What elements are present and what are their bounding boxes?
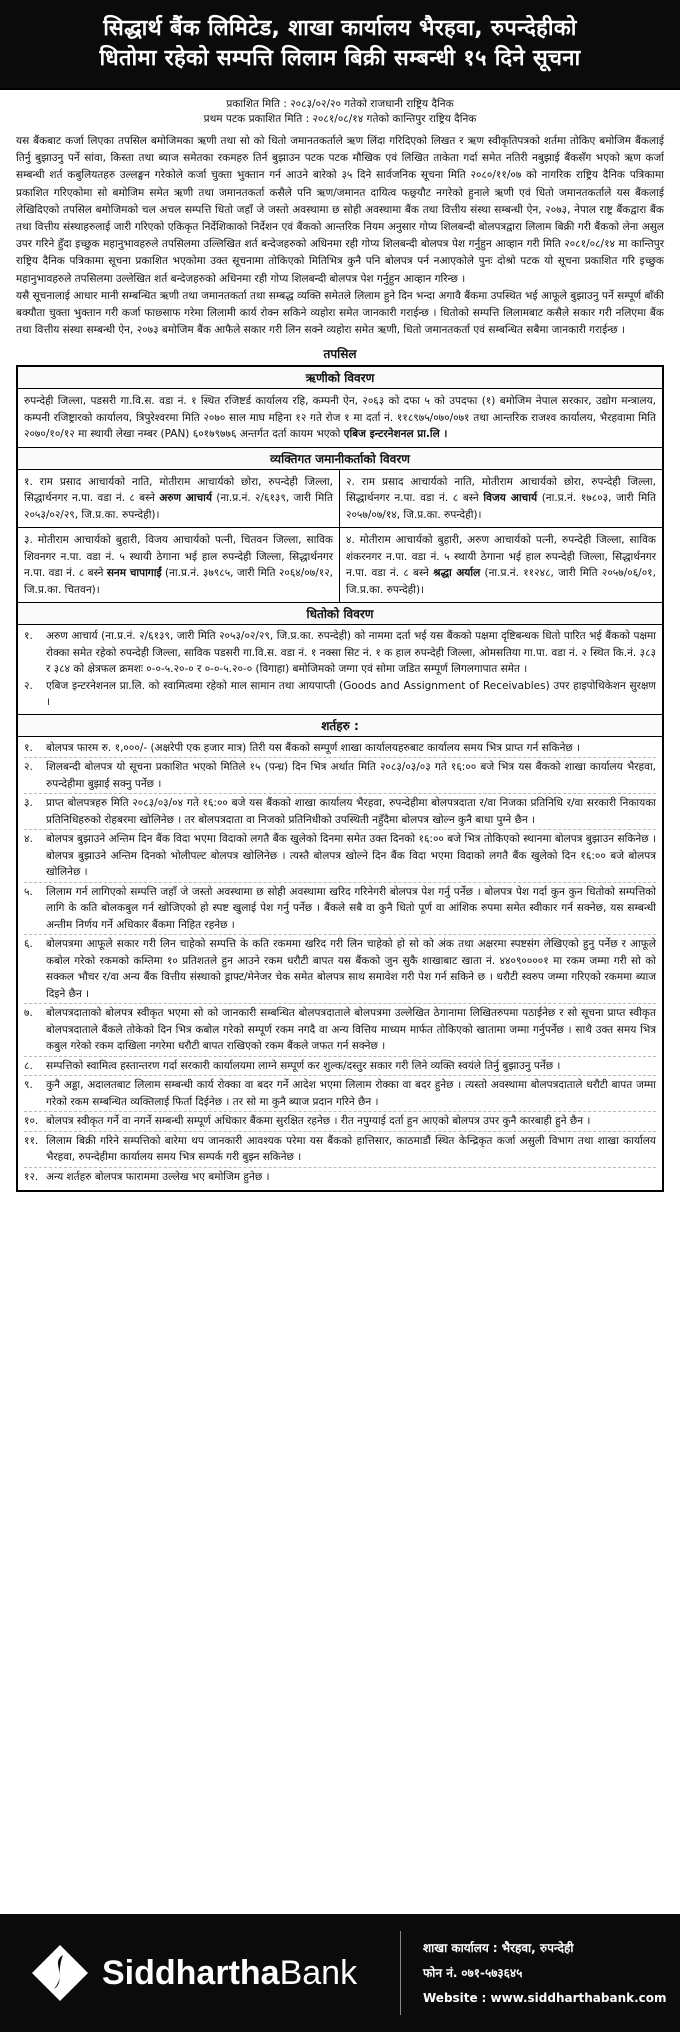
website-line: [423, 1986, 667, 2011]
schedule-box: [16, 365, 664, 1192]
guarantor-item: [340, 528, 662, 602]
bank-wordmark: [102, 1954, 357, 1993]
term-number: ७.: [24, 1007, 33, 1020]
intro-paragraph-1: यस बैंकबाट कर्जा लिएका तपसिल बमोजिमका ऋणी तथा सो को धितो जमानतकर्ताले ऋण लिंदा गरिदिएको लिखत र ऋण स्वीकृतिपत्रको शर्तमा तोकिए बमोजिम बैंकलाई तिर्नु बुझाउनु पर्ने सांवा, किस्ता तथा ब्याज समेतका रकमहरु तिर्न बुझाउन पटक पटक मौखिक एवं लिखित ताकेता गर्दा समेत नतिरी नबुझाई बैंकसँग भएको ऋण कर्जा सम्बन्धी शर्त कबुलियतहरु उल्लङ्घन गरेकोले कर्जा चुक्ता भुक्तान गर्न आउने बारेको ३५ दिने सार्वजनिक सूचना मिति २०८०/११/०७ को नागरिक राष्ट्रिय दैनिक पत्रिकामा प्रकाशित गरिएकोमा सो बमोजिम समेत ऋणी तथा जमानतकर्ता कसैले पनि ऋण/जमानत दायित्व फछ्र्यौट नगरेको हुनाले ऋणी एवं धितो जमानतकर्ताले यस बैंकलाई लेखिदिएको तपसिल बमोजिमको चल अचल सम्पत्ति धितो जहाँ जे जस्तो अवस्थामा छ सोही अवस्थामा बैंक तथा वित्तीय संस्था सम्बन्धी ऐन, २०७३, नेपाल राष्ट्र बैंकद्वारा बैंक तथा वित्तीय संस्थाहरुलाई जारी गरिएको एकिकृत निर्देशिकाको निर्देशन एवं बैंकको आन्तरिक नियम अनुसार गोप्य शिलबन्दी बोलपत्रद्वारा लिलाम बिक्री गरी बैंकको लेना असुल उपर गरिने हुँदा इच्छुक महानुभावहरुले तपसिलमा उल्लिखित शर्त बन्देजहरुको अधिनमा रही गोप्य शिलबन्दी बोलपत्र पेश गर्नुहुन आव्हान गरी मिति २०८१/०८/१४ मा कान्तिपुर राष्ट्रिय दैनिक पत्रिकामा सूचना प्रकाशित भएकोमा उक्त सूचनामा तोकिएको मितिभित्र कुनै पनि बोलपत्र पर्न नआएकोले पुनः दोश्रो पटक यो सूचना प्रकाशित गरि इच्छुक महानुभावहरुले तपसिलमा उल्लेखित शर्त बन्देजहरुको अधिनमा रही गोप्य शिलबन्दी बोलपत्र पेश गर्नुहुन आव्हान गरिन्छ ।: [16, 135, 664, 285]
term-item: [24, 1005, 656, 1057]
borrower-description: रुपन्देही जिल्ला, पडसरी गा.वि.स. वडा नं. १ स्थित रजिष्टर्ड कार्यालय रहि, कम्पनी ऐन, २०६३ को दफा ५ को उपदफा (१) बमोजिम नेपाल सरकार, उद्योग मन्त्रालय, कम्पनी रजिष्ट्रारको कार्यालय, त्रिपुरेश्वरमा मिति २०७० साल माघ महिना १२ गते रोज १ मा दर्ता नं. ११८९७५/०७०/०७१ तथा आन्तरिक राजश्व कार्यालय, भैरहवामा मिति २०७०/१०/१२ मा स्थायी लेखा नम्बर (PAN) ६०१७९७७६ अन्तर्गत दर्ता कायम भएको: [24, 395, 656, 441]
notice-header: [0, 0, 680, 90]
terms-section-title: शर्तहरु :: [18, 715, 662, 737]
term-item: [24, 831, 656, 883]
terms-list: [18, 737, 662, 1191]
guarantor-grid: [18, 470, 662, 604]
guarantor-item: [18, 470, 340, 529]
header-title-line-1: सिद्धार्थ बैंक लिमिटेड, शाखा कार्यालय भैरहवा, रुपन्देहीको: [103, 16, 577, 41]
term-text: शिलबन्दी बोलपत्र यो सूचना प्रकाशित भएको मितिले १५ (पन्ध्र) दिन भित्र अर्थात मिति २०८३/०३/०३ गते १६:०० बजे भित्र यस बैंकको शाखा कार्यालय भैरहवा, रुपन्देहीमा बुझाई सक्नु पर्नेछ ।: [46, 761, 656, 790]
guarantor-id: (ना.प्र.नं. ११२४८, जारी मिति २०५७/०६/०१, जि.प्र.का. रुपन्देही)।: [346, 567, 656, 596]
term-item: [24, 795, 656, 830]
website-label: Website: [423, 1990, 478, 2005]
publication-date-current: प्रकाशित मिति : २०८३/०२/२० गतेको राजधानी राष्ट्रिय दैनिक: [226, 98, 454, 110]
term-item: [24, 759, 656, 794]
office-value: : भैरहवा, रुपन्देही: [492, 1940, 574, 1955]
guarantor-id: (ना.प्र.नं. १७८०३, जारी मिति २०५७/०७/१४, जि.प्र.का. रुपन्देही)।: [346, 492, 656, 521]
collateral-section-title: धितोको विवरण: [18, 603, 662, 625]
term-text: बोलपत्रमा आफूले सकार गरी लिन चाहेको सम्पत्ति के कति रकममा खरिद गरी लिन चाहेको हो सो को अंक तथा अक्षरमा स्पष्टसंग लेखिएको हुनु पर्नेछ र आफूले कबोल गरेको रकमको कम्तिमा १० प्रतिशतले हुन आउने रकम धरौटी बापत यस बैंकको जुन सुकै शाखाबाट खाता नं. ४४०९००००१ मा रकम जम्मा गरी सो को सक्कल भौचर र/वा अन्य बैंक वित्तीय संस्थाको ड्राफ्ट/मेनेजर चेक समेत बोलपत्र साथ समावेश गरी पेश गर्न सकिने छ । धरौटी स्वरुप जम्मा गरिएको रकममा ब्याज दिइने छैन ।: [46, 938, 656, 1000]
collateral-number: २.: [24, 679, 33, 692]
term-item: [24, 1113, 656, 1132]
phone-line: [423, 1961, 667, 1986]
guarantor-item: [340, 470, 662, 529]
header-title-line-2: धितोमा रहेको सम्पत्ति लिलाम बिक्री सम्बन्धी १५ दिने सूचना: [99, 46, 581, 71]
intro-text: [16, 133, 664, 339]
term-item: [24, 884, 656, 936]
collateral-text: एबिज इन्टरनेशनल प्रा.लि. को स्वामित्वमा रहेको माल सामान तथा आयपाप्ती (Goods and Assignment of Receivables) उपर हाइपोथिकेशन सुरक्षण ।: [46, 679, 656, 709]
notice-footer: [0, 1914, 680, 2032]
website-value[interactable]: : www.siddharthabank.com: [481, 1990, 667, 2005]
publication-date-first: प्रथम पटक प्रकाशित मिति : २०८१/०८/१४ गतेको कान्तिपुर राष्ट्रिय दैनिक: [203, 113, 477, 125]
term-text: बोलपत्र बुझाउने अन्तिम दिन बैंक विदा भएमा विदाको लगतै बैंक खुलेको दिनमा समेत उक्त दिनको १६:०० बजे भित्र तोकिएको स्थानमा बोलपत्र बुझाउन सकिनेछ । बोलपत्र बुझाउने अन्तिम दिनको भोलीपल्ट बोलपत्र खोलिनेछ । त्यस्तै बोलपत्र खोल्ने दिन बैंक विदा भएमा विदाको लगतै बैंक खुलेको दिन १६:०० बजे बोलपत्र खोलिनेछ ।: [46, 833, 656, 879]
term-item: [24, 1058, 656, 1077]
term-text: कुनै अड्डा, अदालतबाट लिलाम सम्बन्धी कार्य रोक्का वा बदर गर्ने आदेश भएमा लिलाम रोक्का वा बदर हुनेछ । त्यस्तो अवस्थामा बोलपत्रदाताले धरौटी बापत जम्मा गरेको रकम सम्बन्धित व्यक्तिलाई फिर्ता दिईनेछ । तर सो मा कुनै ब्याज प्रदान गरिने छैन ।: [46, 1079, 656, 1108]
guarantor-id: (ना.प्र.नं. २/६१३९, जारी मिति २०५३/०२/२९, जि.प्र.का. रुपन्देही)।: [24, 492, 333, 521]
term-item: [24, 740, 656, 759]
guarantor-description: १. राम प्रसाद आचार्यको नाति, मोतीराम आचार्यको छोरा, रुपन्देही जिल्ला, सिद्धार्थनगर न.पा. वडा नं. ८ बस्ने: [24, 475, 333, 505]
guarantor-name: विजय आचार्य: [483, 492, 538, 505]
term-text: लिलाम गर्न लागिएको सम्पत्ति जहाँ जे जस्तो अवस्थामा छ सोही अवस्थामा खरिद गरिनेगरी बोलपत्र पेश गर्नु पर्नेछ । बोलपत्र पेश गर्दा कुन कुन धितोको सम्पत्तिको लागि के कति बोलकबुल गर्न खोजिएको हो स्पष्ट खुलाई पेश गर्नु पर्नेछ । बैंकले सबै वा कुनै धितो पूर्ण वा आंशिक रुपमा समेत स्वीकार गर्न सक्नेछ, यस सम्बन्धी अन्तीम निर्णय गर्ने अधिकार बैंकमा निहित रहनेछ ।: [46, 885, 656, 931]
guarantor-description: २. राम प्रसाद आचार्यको नाति, मोतीराम आचार्यको छोरा, रुपन्देही जिल्ला, सिद्धार्थनगर न.पा. वडा नं. ८ बस्ने: [346, 475, 656, 505]
term-item: [24, 936, 656, 1004]
term-item: [24, 1077, 656, 1112]
guarantor-name: सनम चापागाईं: [106, 567, 162, 580]
borrower-section-title: ऋणीको विवरण: [18, 367, 662, 389]
phone-value: ०७१-५७३६४५: [461, 1965, 523, 1980]
collateral-item: [24, 678, 656, 711]
guarantor-section-title: व्यक्तिगत जमानीकर्ताको विवरण: [18, 448, 662, 470]
term-text: लिलाम बिक्री गरिने सम्पत्तिको बारेमा थप जानकारी आवश्यक परेमा यस बैंकको हात्तिसार, काठमाडौं स्थित केन्द्रिकृत कर्जा असुली विभाग तथा शाखा कार्यालय भैरहवा, रुपन्देहीमा कार्यालय समय भित्र सम्पर्क गरी बुझ्न सकिनेछ ।: [46, 1134, 656, 1164]
brand-name-bold: Siddhartha: [102, 1953, 280, 1992]
borrower-name: एबिज इन्टरनेशनल प्रा.लि ।: [343, 428, 448, 441]
term-number: ३.: [24, 797, 33, 810]
phone-label: फोन नं.: [423, 1965, 458, 1980]
siddhartha-logo-icon: [30, 1943, 90, 2003]
borrower-details: [18, 389, 662, 448]
term-text: बोलपत्र स्वीकृत गर्ने वा नगर्ने सम्बन्धी सम्पूर्ण अधिकार बैंकमा सुरक्षित रहनेछ । रीत नपुग्याई दर्ता हुन आएको बोलपत्र उपर कुनै कारबाही हुने छैन ।: [46, 1115, 591, 1128]
term-number: १२.: [24, 1170, 39, 1183]
collateral-list: [18, 625, 662, 715]
term-number: ८.: [24, 1059, 33, 1072]
collateral-item: [24, 628, 656, 678]
guarantor-description: ३. मोतीराम आचार्यको बुहारी, विजय आचार्यको पत्नी, चितवन जिल्ला, साविक शिवनगर न.पा. वडा नं. ५ स्थायी ठेगाना भई हाल रुपन्देही जिल्ला, सिद्धार्थनगर न.पा. वडा नं. ८ बस्ने: [24, 534, 333, 580]
guarantor-name: अरुण आचार्य: [159, 492, 212, 505]
collateral-text: अरुण आचार्य (ना.प्र.नं. २/६१३९, जारी मिति २०५३/०२/२९, जि.प्र.का. रुपन्देही) को नाममा दर्ता भई यस बैंकको पक्षमा दृष्टिबन्धक धितो पारित भई बैंकको पक्षमा रोक्का समेत रहेको रुपन्देही जिल्ला, साविक पडसरी गा.वि.स. वडा नं. १ नक्सा सिट नं. १ क हाल रुपन्देही जिल्ला, ओमसतिया गा.पा. वडा नं. २ स्थित कि.नं. ३८३ र ३८४ को क्षेत्रफल क्रमशः ०-०-५.२०-० र ०-०-५.२०-० (विगाहा) बमोजिमको जग्गा एवं सोमा जडित सम्पूर्ण लिगलगापात समेत ।: [46, 630, 656, 676]
contact-info: [401, 1936, 667, 2011]
publication-info: [16, 97, 664, 127]
term-item: [24, 1133, 656, 1168]
office-line: [423, 1936, 667, 1961]
term-text: बोलपत्र फारम रु. १,०००/- (अक्षरेपी एक हजार मात्र) तिरी यस बैंकको सम्पूर्ण शाखा कार्यालयहरुबाट कार्यालय समय भित्र प्राप्त गर्न सकिनेछ ।: [46, 741, 581, 754]
term-text: सम्पत्तिको स्वामित्व हस्तान्तरण गर्दा सरकारी कार्यालयमा लाग्ने सम्पूर्ण कर शुल्क/दस्तुर सकार गरी लिने व्यक्ति स्वयंले तिर्नु बुझाउनु पर्नेछ ।: [46, 1059, 561, 1072]
term-text: अन्य शर्तहरु बोलपत्र फाराममा उल्लेख भए बमोजिम हुनेछ ।: [46, 1170, 270, 1183]
term-number: ५.: [24, 885, 33, 898]
term-number: ९.: [24, 1079, 33, 1092]
term-text: बोलपत्रदाताको बोलपत्र स्वीकृत भएमा सो को जानकारी सम्बन्धित बोलपत्रदाताले बोलपत्रमा उल्लेखित ठेगानामा लिखितरुपमा पठाईनेछ र सो सूचना प्राप्त स्वीकृत बोलपत्रदाताले बैंकले तोकेको दिन भित्र कबोल गरेको सम्पूर्ण रकम नगदै वा अन्य वित्तिय माध्यम मार्फत तोकिएको खातामा जम्मा गर्नुपर्नेछ । साथै उक्त समय भित्र कबुल गरेको रकम दाखिला नगरेमा धरौटी बापत राखिएको रकम बैंकले जफत गर्न सक्नेछ ।: [46, 1007, 656, 1053]
guarantor-id: (ना.प्र.नं. ३७९८५, जारी मिति २०६४/०७/१२, जि.प्र.का. चितवन)।: [24, 567, 333, 596]
term-number: १.: [24, 741, 33, 754]
collateral-number: १.: [24, 630, 33, 643]
term-number: २.: [24, 761, 33, 774]
guarantor-item: [18, 528, 340, 602]
office-label: शाखा कार्यालय: [423, 1940, 489, 1955]
term-text: प्राप्त बोलपत्रहरु मिति २०८३/०३/०४ गते १६:०० बजे यस बैंकको शाखा कार्यालय भैरहवा, रुपन्देहीमा बोलपत्रदाता र/वा निजका प्रतिनिधि र/वा सरकारी निकायका प्रतिनिधिहरुको रोहबरमा खोलिनेछ । तर बोलपत्रदाता वा निजको प्रतिनिधीको उपस्थिती नहुँदैमा बोलपत्र खोल्न कुनै बाधा पुग्ने छैन ।: [46, 797, 656, 826]
guarantor-description: ४. मोतीराम आचार्यको बुहारी, अरुण आचार्यको पत्नी, रुपन्देही जिल्ला, साविक शंकरनगर न.पा. वडा नं. ५ स्थायी ठेगाना भई हाल रुपन्देही जिल्ला, सिद्धार्थनगर न.पा. वडा नं. ८ बस्ने: [346, 534, 656, 580]
schedule-heading: तपसिल: [323, 347, 357, 362]
brand-name-light: Bank: [279, 1953, 358, 1992]
guarantor-name: श्रद्धा अर्याल: [433, 567, 481, 580]
term-number: १०.: [24, 1115, 39, 1128]
term-number: ६.: [24, 938, 33, 951]
term-item: [24, 1169, 656, 1187]
intro-paragraph-2: यसै सूचनालाई आधार मानी सम्बन्धित ऋणी तथा जमानतकर्ता तथा सम्बद्ध व्यक्ति समेतले लिलाम हुने दिन भन्दा अगावै बैंकमा उपस्थित भई आफूले बुझाउनु पर्ने सम्पूर्ण बाँकी बक्यौता चुक्ता भुक्तान गरी कर्जा फाछ्साफ गरेमा लिलामी कार्य रोक्न सकिने व्यहोरा समेत जानकारी गराईन्छ । धितोको सम्पत्ति लिलामबाट कसैले सकार गरी नलिएमा बैंक तथा वित्तीय संस्था सम्बन्धी ऐन, २०७३ बमोजिम बैंक आफैले सकार गरी लिन सक्ने व्यहोरा समेत ऋणी, धितो जमानतकर्ता एवं सम्बन्धित सबैमा जानकारी गराईन्छ ।: [16, 289, 664, 337]
term-number: ११.: [24, 1134, 39, 1147]
bank-logo: [0, 1943, 400, 2003]
term-number: ४.: [24, 833, 33, 846]
